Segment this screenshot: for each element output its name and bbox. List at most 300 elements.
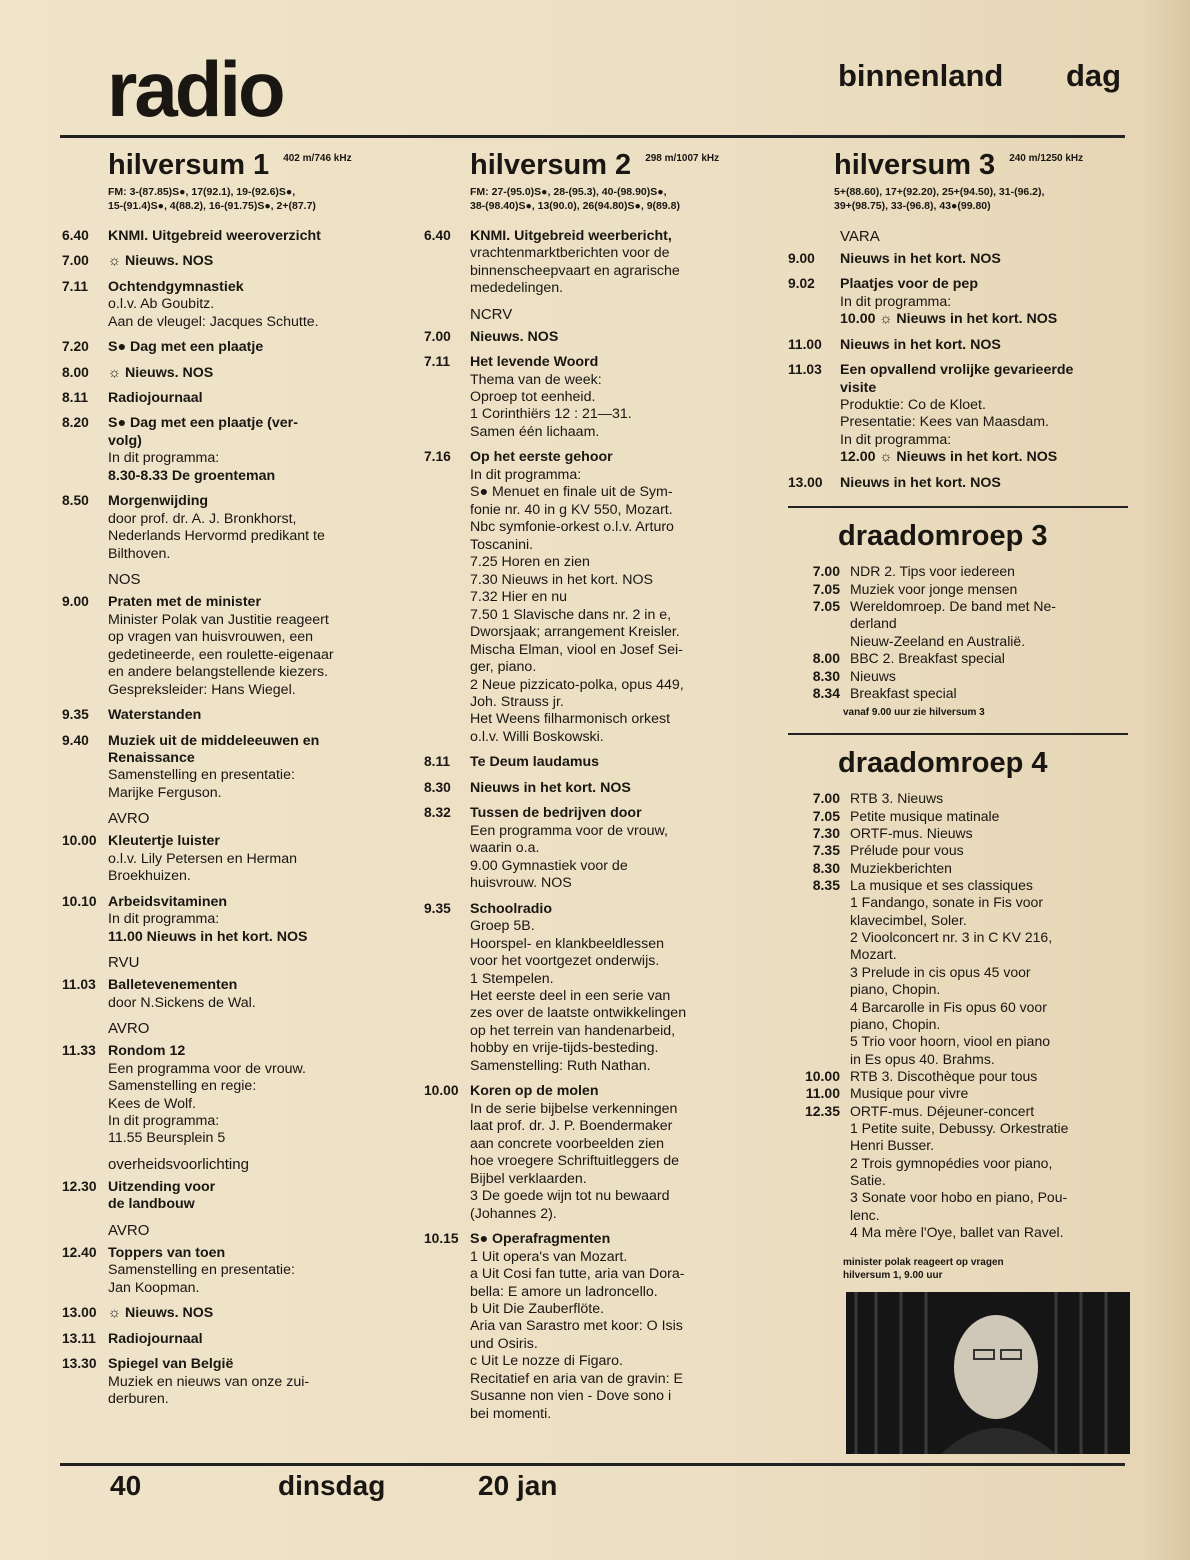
relay-line: Muziek voor jonge mensen [850, 580, 1018, 597]
program-line: Balletevenementen [108, 977, 238, 994]
program-time: 11.33 [62, 1043, 96, 1059]
relay-line: klavecimbel, Soler. [850, 911, 967, 928]
program-body [108, 894, 402, 946]
footer-date: 20 jan [478, 1470, 558, 1501]
program-body [470, 754, 776, 771]
program-time: 7.00 [424, 328, 451, 344]
station-frequency: 240 m/1250 kHz [1009, 153, 1084, 164]
program-entry [62, 894, 402, 946]
program-line: Samen één lichaam. [470, 423, 600, 440]
relay-time: 8.30 [812, 667, 840, 684]
program-line: Kees de Wolf. [108, 1095, 197, 1112]
program-body [108, 707, 402, 724]
program-time: 6.40 [62, 227, 89, 243]
program-line: S● Menuet en finale uit de Sym- [470, 484, 673, 501]
program-entry [62, 1179, 402, 1214]
fm-frequencies [108, 186, 402, 213]
relay-line: Nieuw-Zeeland en Australië. [850, 632, 1026, 649]
program-line: Marijke Ferguson. [108, 784, 222, 801]
program-line: volg) [108, 432, 142, 449]
program-line: door prof. dr. A. J. Bronkhorst, [108, 510, 297, 527]
program-body [108, 1356, 402, 1408]
program-line: Samenstelling en presentatie: [108, 1262, 295, 1279]
station-name: hilversum 3 [834, 149, 996, 181]
program-line: Kleutertje luister [108, 833, 220, 850]
program-line: 11.00 Nieuws in het kort. NOS [108, 928, 308, 945]
column-hilversum-1 [62, 150, 402, 1417]
draadomroep-3-title: draadomroep 3 [838, 520, 1048, 553]
program-line: Gespreksleider: Hans Wiegel. [108, 681, 296, 698]
program-line: Hoorspel- en klankbeeldlessen [470, 935, 665, 952]
program-entry [424, 1083, 776, 1223]
relay-line: 4 Barcarolle in Fis opus 60 voor [850, 998, 1047, 1015]
program-body [470, 449, 776, 746]
station-name: hilversum 1 [108, 149, 270, 181]
caption-line: minister polak reageert op vragen [843, 1256, 1004, 1268]
column-hilversum-3 [788, 150, 1128, 1454]
relay-time: 7.00 [812, 790, 840, 807]
relay-body [850, 1068, 1128, 1085]
section-rule [788, 506, 1128, 508]
program-line: Muziek uit de middeleeuwen en [108, 732, 320, 749]
program-line: c Uit Le nozze di Figaro. [470, 1353, 623, 1370]
broadcaster-label: AVRO [108, 1221, 150, 1239]
program-time: 12.40 [62, 1244, 97, 1260]
program-line: KNMI. Uitgebreid weeroverzicht [108, 227, 321, 244]
relay-line: Petite musique matinale [850, 807, 1000, 824]
program-time: 10.10 [62, 893, 97, 909]
program-line: laat prof. dr. J. P. Boendermaker [470, 1118, 673, 1135]
relay-entry [788, 668, 1128, 685]
program-line: Ochtendgymnastiek [108, 278, 244, 295]
relay-entry [788, 860, 1128, 877]
program-body [840, 251, 1128, 268]
program-body [470, 1083, 776, 1223]
relay-entry [788, 650, 1128, 667]
program-time: 10.00 [424, 1083, 459, 1099]
program-line: 10.00 ☼ Nieuws in het kort. NOS [840, 311, 1058, 328]
relay-entry [788, 842, 1128, 859]
relay-body [850, 1085, 1128, 1102]
program-body [108, 390, 402, 407]
program-line: Nbc symfonie-orkest o.l.v. Arturo [470, 519, 674, 536]
relay-line: piano, Chopin. [850, 1015, 941, 1032]
program-body [470, 780, 776, 797]
program-line: vrachtenmarktberichten voor de [470, 245, 670, 262]
program-time: 8.20 [62, 415, 89, 431]
program-line: In dit programma: [840, 293, 952, 310]
program-body [108, 339, 402, 356]
program-line: Aan de vleugel: Jacques Schutte. [108, 313, 319, 330]
program-line: Waterstanden [108, 707, 202, 724]
station-frequency: 298 m/1007 kHz [645, 153, 720, 164]
program-time: 8.11 [62, 390, 89, 405]
program-line: Samenstelling en regie: [108, 1078, 257, 1095]
program-line: Minister Polak van Justitie reageert [108, 611, 329, 628]
program-time: 7.11 [62, 278, 89, 294]
broadcaster-label: NCRV [470, 305, 513, 323]
program-line: Een opvallend vrolijke gevarieerde [840, 362, 1074, 379]
program-body [470, 228, 776, 298]
program-line: 1 Stempelen. [470, 970, 554, 987]
program-entry [424, 1231, 776, 1423]
program-line: 12.00 ☼ Nieuws in het kort. NOS [840, 449, 1058, 466]
program-line: Koren op de molen [470, 1083, 599, 1100]
program-body [108, 733, 402, 803]
fm-line: 38-(98.40)S●, 13(90.0), 26(94.80)S●, 9(89.8) [470, 200, 680, 213]
program-line: Nieuws in het kort. NOS [840, 336, 1001, 353]
program-entry [62, 833, 402, 885]
program-time: 11.03 [788, 362, 822, 378]
program-line: In dit programma: [108, 450, 220, 467]
program-line: In de serie bijbelse verkenningen [470, 1100, 678, 1117]
program-line: S● Dag met een plaatje (ver- [108, 415, 298, 432]
relay-time: 11.00 [805, 1085, 840, 1102]
program-time: 8.50 [62, 493, 89, 509]
program-time: 9.40 [62, 732, 89, 748]
broadcaster-label: AVRO [108, 810, 150, 828]
program-line: 11.55 Beursplein 5 [108, 1130, 226, 1147]
photo-caption [843, 1256, 1128, 1282]
program-line: Nieuws in het kort. NOS [470, 779, 631, 796]
broadcaster-label: AVRO [108, 1020, 150, 1038]
program-line: In dit programma: [470, 466, 582, 483]
program-time: 7.16 [424, 449, 451, 465]
program-line: a Uit Cosi fan tutte, aria van Dora- [470, 1266, 685, 1283]
program-entry [62, 339, 402, 356]
broadcaster-label: overheidsvoorlichting [108, 1155, 249, 1173]
program-line: Recitatief en aria van de gravin: E [470, 1370, 683, 1387]
program-body [108, 977, 402, 1012]
program-entry [424, 228, 776, 298]
program-body [108, 1179, 402, 1214]
program-entry [62, 228, 402, 245]
relay-line: in Es opus 40. Brahms. [850, 1050, 995, 1067]
program-entry [62, 415, 402, 485]
program-line: Tussen de bedrijven door [470, 805, 642, 822]
section-rule [788, 733, 1128, 735]
program-line: 3 De goede wijn tot nu bewaard [470, 1188, 670, 1205]
relay-body [850, 842, 1128, 859]
program-body [840, 475, 1128, 492]
program-entry [62, 1245, 402, 1297]
program-time: 13.11 [62, 1330, 96, 1346]
relay-body [850, 563, 1128, 580]
program-time: 9.00 [62, 594, 89, 610]
program-entry [62, 594, 402, 699]
bottom-rule [60, 1463, 1125, 1466]
fm-line: 39+(98.75), 33-(96.8), 43●(99.80) [834, 200, 991, 213]
relay-body [850, 1103, 1128, 1242]
program-line: o.l.v. Lily Petersen en Herman [108, 850, 297, 867]
program-entry [62, 1331, 402, 1348]
program-line: Bijbel verklaarden. [470, 1170, 587, 1187]
program-line: 7.50 1 Slavische dans nr. 2 in e, [470, 606, 672, 623]
program-line: Samenstelling en presentatie: [108, 767, 295, 784]
caption-line: hilversum 1, 9.00 uur [843, 1269, 943, 1281]
program-entry [424, 354, 776, 441]
program-entry [788, 276, 1128, 328]
relay-time: 8.35 [812, 877, 840, 894]
program-line: Nieuws in het kort. NOS [840, 474, 1001, 491]
relay-time: 7.30 [812, 824, 840, 841]
relay-entry [788, 825, 1128, 842]
program-line: Radiojournaal [108, 390, 203, 406]
program-time: 6.40 [424, 227, 451, 243]
program-line: Aria van Sarastro met koor: O Isis [470, 1318, 683, 1335]
program-line: ☼ Nieuws. NOS [108, 253, 214, 270]
relay-line: Muziekberichten [850, 859, 952, 876]
program-line: Presentatie: Kees van Maasdam. [840, 414, 1049, 431]
relay-line: 2 Vioolconcert nr. 3 in C KV 216, [850, 929, 1053, 946]
fm-line: FM: 27-(95.0)S●, 28-(95.3), 40-(98.90)S●, [470, 186, 667, 199]
program-line: KNMI. Uitgebreid weerbericht, [470, 227, 672, 244]
program-entry [62, 1356, 402, 1408]
relay-line: Satie. [850, 1172, 886, 1189]
station-header [108, 150, 402, 180]
program-line: Jan Koopman. [108, 1279, 200, 1296]
program-line: Thema van de week: [470, 371, 602, 388]
program-line: Produktie: Co de Kloet. [840, 397, 986, 413]
program-entry [62, 493, 402, 563]
relay-body [850, 685, 1128, 702]
program-line: Het Weens filharmonisch orkest [470, 711, 671, 728]
program-line: o.l.v. Willi Boskowski. [470, 728, 604, 745]
program-line: door N.Sickens de Wal. [108, 994, 256, 1011]
relay-line: 3 Prelude in cis opus 45 voor [850, 963, 1031, 980]
program-body [108, 493, 402, 563]
program-entry [62, 707, 402, 724]
relay-entry [788, 1068, 1128, 1085]
program-line: Toscanini. [470, 536, 534, 553]
program-line: 7.25 Horen en zien [470, 554, 590, 571]
program-line: 1 Corinthiërs 12 : 21—31. [470, 406, 632, 423]
program-line: Praten met de minister [108, 594, 261, 611]
program-line: ☼ Nieuws. NOS [108, 1305, 214, 1322]
relay-time: 10.00 [804, 1067, 840, 1084]
station-header [470, 150, 776, 180]
program-line: derburen. [108, 1391, 169, 1408]
program-line: Schoolradio [470, 900, 552, 917]
program-body [470, 805, 776, 892]
program-entry [788, 362, 1128, 467]
program-line: Susanne non vien - Dove sono i [470, 1388, 672, 1405]
relay-line: BBC 2. Breakfast special [850, 650, 1005, 667]
program-line: fonie nr. 40 in g KV 550, Mozart. [470, 501, 673, 518]
relay-body [850, 877, 1128, 1068]
program-line: 7.32 Hier en nu [470, 589, 568, 606]
program-line: Rondom 12 [108, 1043, 186, 1060]
program-entry [424, 754, 776, 771]
relay-body [850, 808, 1128, 825]
program-body [108, 1305, 402, 1322]
program-entry [62, 279, 402, 331]
relay-time: 7.05 [812, 807, 840, 824]
program-line: Nederlands Hervormd predikant te [108, 528, 325, 545]
relay-line: ORTF-mus. Déjeuner-concert [850, 1102, 1035, 1119]
relay-time: 8.34 [812, 684, 840, 701]
relay-time: 7.05 [812, 580, 840, 597]
program-body [840, 337, 1128, 354]
program-time: 11.00 [788, 336, 822, 352]
program-body [108, 594, 402, 699]
program-entry [62, 977, 402, 1012]
program-line: bella: E amore un ladroncello. [470, 1283, 658, 1300]
portrait-image [846, 1292, 1130, 1454]
relay-entry [788, 581, 1128, 598]
program-line: Bilthoven. [108, 545, 171, 562]
program-line: voor het voortgezet onderwijs. [470, 953, 660, 970]
program-line: Morgenwijding [108, 493, 209, 510]
program-time: 10.00 [62, 833, 97, 849]
program-body [108, 365, 402, 382]
fm-line: 15-(91.4)S●, 4(88.2), 16-(91.75)S●, 2+(87.7) [108, 200, 316, 213]
program-line: In dit programma: [840, 431, 952, 448]
program-line: aan concrete voorbeelden zien [470, 1135, 665, 1152]
program-line: hobby en vrije-tijds-besteding. [470, 1040, 659, 1057]
program-time: 13.00 [788, 474, 823, 490]
program-line: Op het eerste gehoor [470, 449, 613, 466]
program-line: o.l.v. Ab Goubitz. [108, 296, 215, 313]
relay-line: 4 Ma mère l'Oye, ballet van Ravel. [850, 1224, 1064, 1241]
program-line: zes over de laatste ontwikkelingen [470, 1005, 687, 1022]
program-entry [424, 449, 776, 746]
station-header [834, 150, 1128, 180]
program-time: 9.35 [62, 707, 89, 723]
program-time: 7.00 [62, 253, 89, 269]
relay-body [850, 598, 1128, 650]
relay-line: RTB 3. Discothèque pour tous [850, 1067, 1038, 1084]
broadcaster-label: NOS [108, 571, 141, 589]
relay-line: 2 Trois gymnopédies voor piano, [850, 1154, 1053, 1171]
relay-time: 12.35 [804, 1102, 840, 1119]
program-entry [788, 251, 1128, 268]
relay-line: ORTF-mus. Nieuws [850, 824, 973, 841]
program-entry [424, 901, 776, 1076]
program-body [840, 276, 1128, 328]
program-time: 7.11 [424, 354, 451, 370]
program-line: (Johannes 2). [470, 1205, 557, 1222]
program-time: 8.11 [424, 754, 451, 770]
program-line: en andere belangstellende kiezers. [108, 664, 329, 681]
program-entry [62, 390, 402, 407]
fm-line: FM: 3-(87.85)S●, 17(92.1), 19-(92.6)S●, [108, 186, 296, 199]
draadomroep-3-note: vanaf 9.00 uur zie hilversum 3 [843, 707, 985, 719]
program-line: Muziek en nieuws van onze zui- [108, 1373, 310, 1390]
program-line: 7.30 Nieuws in het kort. NOS [470, 571, 653, 588]
program-time: 10.15 [424, 1231, 459, 1247]
relay-line: derland [850, 615, 897, 632]
program-line: op vragen van huisvrouwen, een [108, 629, 314, 646]
program-line: bei momenti. [470, 1405, 552, 1422]
program-entry [424, 329, 776, 346]
program-time: 8.30 [424, 779, 451, 795]
program-body [108, 228, 402, 245]
relay-entry [788, 808, 1128, 825]
program-entry [62, 1043, 402, 1148]
program-line: huisvrouw. NOS [470, 875, 572, 892]
program-line: In dit programma: [108, 1113, 220, 1129]
relay-line: lenc. [850, 1206, 880, 1223]
program-entry [424, 805, 776, 892]
relay-line: Breakfast special [850, 684, 957, 701]
program-line: Dworsjaak; arrangement Kreisler. [470, 624, 680, 641]
program-time: 13.30 [62, 1356, 97, 1372]
relay-body [850, 860, 1128, 877]
program-line: hoe vroegere Schriftuitleggers de [470, 1153, 679, 1170]
program-time: 8.00 [62, 364, 89, 380]
program-body [470, 901, 776, 1076]
fm-frequencies [470, 186, 776, 213]
program-time: 9.00 [788, 250, 815, 266]
relay-entry [788, 877, 1128, 1068]
relay-body [850, 581, 1128, 598]
program-body [108, 1331, 402, 1348]
program-line: Te Deum laudamus [470, 754, 600, 771]
program-line: 8.30-8.33 De groenteman [108, 467, 276, 484]
program-line: 2 Neue pizzicato-polka, opus 449, [470, 676, 684, 693]
program-entry [62, 1305, 402, 1322]
relay-line: NDR 2. Tips voor iedereen [850, 563, 1015, 580]
program-entry [788, 475, 1128, 492]
page-number: 40 [110, 1470, 142, 1501]
relay-line: Wereldomroep. De band met Ne- [850, 598, 1056, 615]
relay-line: Henri Busser. [850, 1137, 935, 1154]
program-line: Oproep tot eenheid. [470, 389, 596, 405]
fm-line: 5+(88.60), 17+(92.20), 25+(94.50), 31-(96.2), [834, 186, 1045, 199]
program-entry [424, 780, 776, 797]
relay-time: 7.00 [812, 563, 840, 580]
relay-line: Musique pour vivre [850, 1085, 969, 1102]
relay-line: Prélude pour vous [850, 842, 964, 859]
broadcaster-label: VARA [840, 227, 880, 245]
program-body [470, 354, 776, 441]
program-line: visite [840, 379, 877, 396]
program-body [108, 833, 402, 885]
relay-line: piano, Chopin. [850, 981, 941, 998]
program-time: 9.02 [788, 276, 815, 292]
fm-frequencies [834, 186, 1128, 213]
program-line: mededelingen. [470, 280, 564, 297]
program-line: Radiojournaal [108, 1330, 203, 1347]
program-line: gedetineerde, een roulette-eigenaar [108, 646, 334, 663]
program-body [108, 253, 402, 270]
program-entry [62, 253, 402, 270]
relay-entry [788, 1085, 1128, 1102]
relay-time: 8.00 [812, 650, 840, 667]
program-entry [788, 337, 1128, 354]
program-time: 7.20 [62, 339, 89, 355]
program-line: Plaatjes voor de pep [840, 276, 978, 293]
program-body [108, 279, 402, 331]
program-time: 12.30 [62, 1178, 97, 1194]
program-line: op het terrein van handenarbeid, [470, 1022, 676, 1039]
program-line: ger, piano. [470, 659, 537, 676]
relay-time: 8.30 [812, 859, 840, 876]
program-line: Samenstelling: Ruth Nathan. [470, 1057, 651, 1074]
program-line: Mischa Elman, viool en Josef Sei- [470, 641, 683, 658]
program-body [108, 1043, 402, 1148]
relay-line: 5 Trio voor hoorn, viool en piano [850, 1033, 1051, 1050]
relay-entry [788, 598, 1128, 650]
program-line: Joh. Strauss jr. [470, 693, 564, 710]
program-line: S● Dag met een plaatje [108, 339, 264, 356]
relay-body [850, 825, 1128, 842]
program-line: Het levende Woord [470, 354, 599, 371]
program-line: b Uit Die Zauberflöte. [470, 1300, 605, 1317]
program-line: waarin o.a. [470, 840, 540, 857]
relay-body [850, 650, 1128, 667]
